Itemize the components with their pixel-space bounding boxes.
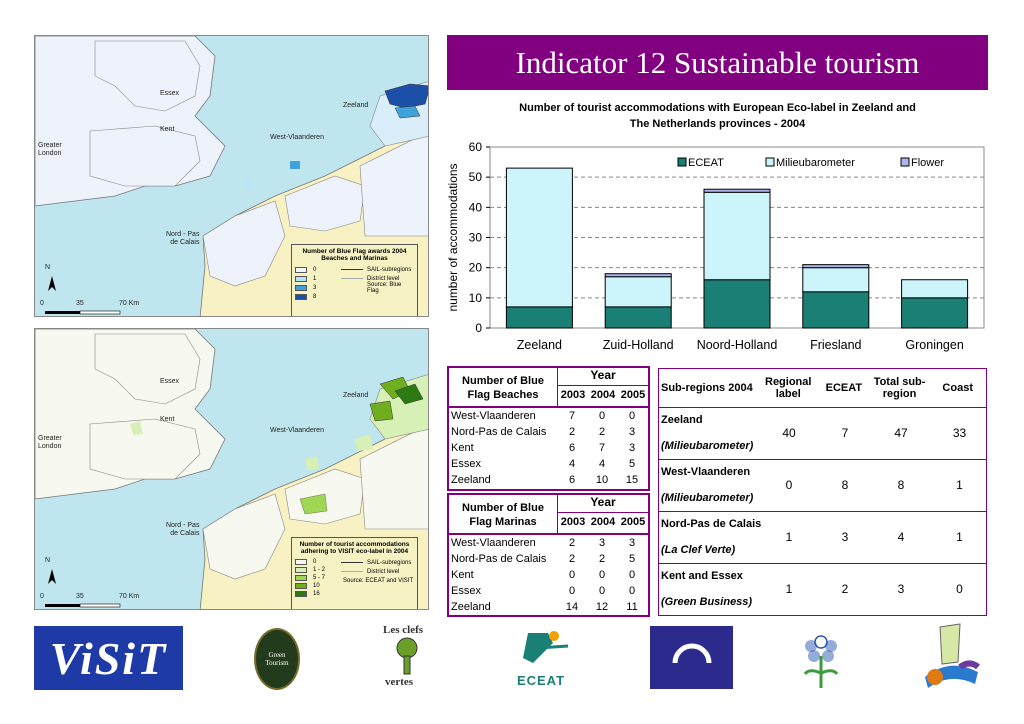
sub-header-regional-label: Regional label <box>765 376 812 400</box>
label-west-vlaanderen: West-Vlaanderen <box>270 427 324 434</box>
label-nord-pas-de-calais: Nord - Pas de Calais <box>166 522 200 537</box>
scale-70: 70 Km <box>119 300 140 307</box>
eu-flower-icon <box>797 628 845 690</box>
scale-0: 0 <box>40 300 44 307</box>
green-tourism-logo: Green Tourism <box>254 628 300 690</box>
row-value: 3 <box>598 537 606 549</box>
west-vlaanderen-region <box>285 176 365 231</box>
bar-milieubarometer-friesland <box>803 268 869 292</box>
bar-milieubarometer-groningen <box>902 280 968 298</box>
table-row <box>659 407 986 459</box>
year-header: 2005 <box>620 389 646 401</box>
marinas-table-header: Number of Blue Flag Marinas <box>449 495 558 533</box>
row-value: 5 <box>628 553 636 565</box>
y-tick-label: 50 <box>468 170 482 185</box>
eceat-symbol-icon <box>508 628 574 668</box>
row-value: 0 <box>628 569 636 581</box>
legend-class: 10 <box>295 582 337 590</box>
table-row <box>449 567 648 583</box>
row-value: 8 <box>841 478 849 492</box>
table-row <box>449 472 648 488</box>
row-value: 2 <box>598 426 606 438</box>
legend-swatch <box>766 158 774 166</box>
row-value: 1 <box>956 478 963 492</box>
year-label: Year <box>558 368 648 386</box>
row-label: West-Vlaanderen <box>451 537 536 549</box>
x-tick-label: Groningen <box>905 338 964 352</box>
blue-flag-logo <box>650 626 733 689</box>
row-label: Zeeland <box>451 474 491 486</box>
blue-flag-legend <box>291 244 418 317</box>
row-value: 4 <box>897 530 905 544</box>
row-value: 2 <box>568 553 576 565</box>
legend-swatch <box>901 158 909 166</box>
table-row <box>659 459 986 511</box>
y-tick-label: 40 <box>468 200 482 215</box>
sub-header-region: Sub-regions 2004 <box>661 382 753 394</box>
visit-logo: ViSiT <box>34 626 183 690</box>
row-value: 0 <box>785 478 793 492</box>
label-zeeland: Zeeland <box>343 392 369 399</box>
scale-35: 35 <box>76 593 84 600</box>
row-value: 7 <box>568 410 576 422</box>
row-value: 6 <box>568 442 576 454</box>
row-value: 3 <box>628 426 636 438</box>
sub-regions-table <box>658 368 987 616</box>
label-essex: Essex <box>160 378 180 385</box>
row-value: 0 <box>598 585 606 597</box>
bar-milieubarometer-zeeland <box>506 168 572 307</box>
row-label: Kent <box>451 442 474 454</box>
x-tick-label: Friesland <box>810 338 862 352</box>
eco-label-bar-chart <box>440 135 1000 365</box>
row-value: 11 <box>626 601 638 613</box>
kent-region <box>90 419 200 479</box>
table-row <box>659 511 986 563</box>
row-value: 4 <box>598 458 606 470</box>
legend-source: Source: Blue Flag <box>367 281 402 294</box>
row-value: 0 <box>628 410 636 422</box>
legend-line: District level <box>337 567 413 576</box>
region-name: Nord-Pas de Calais <box>661 518 762 530</box>
row-value: 14 <box>565 601 579 613</box>
bar-milieubarometer-zuid-holland <box>605 277 671 307</box>
bar-eceat-zuid-holland <box>605 307 671 328</box>
scale-35: 35 <box>76 300 84 307</box>
legend-class: 5 - 7 <box>295 574 337 582</box>
legend-class: 16 <box>295 590 337 598</box>
north-label: N <box>45 264 51 271</box>
legend-source: Source: ECEAT and VISIT <box>343 577 414 584</box>
year-header: 2004 <box>590 389 616 401</box>
row-value: 1 <box>956 530 963 544</box>
milieubarometer-logo <box>920 622 982 690</box>
bar-eceat-noord-holland <box>704 280 770 328</box>
blue-flag-map <box>34 35 429 317</box>
row-value: 33 <box>952 426 967 440</box>
y-tick-label: 0 <box>475 321 482 335</box>
table-row <box>449 583 648 599</box>
label-kent: Kent <box>160 126 175 133</box>
legend-line: District level <box>337 274 414 283</box>
label-kent: Kent <box>160 416 175 423</box>
legend-class: 1 <box>295 274 337 283</box>
legend-title: Number of tourist accommodations adhering to VISIT eco-label in 2004 <box>299 541 410 555</box>
row-value: 12 <box>595 601 609 613</box>
row-value: 0 <box>956 582 963 596</box>
visit-eco-label-map <box>34 328 429 610</box>
row-label: Nord-Pas de Calais <box>451 426 547 438</box>
label-greater-london: Greater London <box>38 435 62 450</box>
sub-header-coast: Coast <box>942 382 973 394</box>
milieubarometer-icon <box>920 622 982 690</box>
row-label: Zeeland <box>451 601 491 613</box>
table-row <box>449 424 648 440</box>
legend-label: Flower <box>911 157 945 169</box>
row-value: 0 <box>568 569 576 581</box>
bar-eceat-friesland <box>803 292 869 328</box>
row-value: 3 <box>628 537 636 549</box>
row-label: Essex <box>451 458 481 470</box>
label-greater-london: Greater London <box>38 142 62 157</box>
row-value: 2 <box>841 582 849 596</box>
row-value: 2 <box>598 553 606 565</box>
table-row <box>449 551 648 567</box>
year-header: 2003 <box>560 516 586 528</box>
year-label: Year <box>558 495 648 513</box>
year-header: 2005 <box>620 516 646 528</box>
zeeland-highlight <box>385 84 429 108</box>
region-name: Zeeland <box>661 414 703 426</box>
row-label: West-Vlaanderen <box>451 410 536 422</box>
region-label: (Milieubarometer) <box>661 492 754 504</box>
legend-class: 1 - 2 <box>295 566 337 574</box>
bar-flower-friesland <box>803 265 869 268</box>
row-value: 0 <box>598 569 606 581</box>
bar-flower-zuid-holland <box>605 274 671 277</box>
region-label: (Green Business) <box>661 596 753 608</box>
bar-flower-noord-holland <box>704 189 770 192</box>
row-value: 7 <box>841 426 849 440</box>
row-value: 3 <box>628 442 636 454</box>
page-title: Indicator 12 Sustainable tourism <box>447 35 988 90</box>
row-value: 5 <box>628 458 636 470</box>
y-tick-label: 10 <box>468 290 482 305</box>
y-axis-label: number of accommodations <box>446 163 460 312</box>
bar-eceat-groningen <box>902 298 968 328</box>
legend-line: SAIL-subregions <box>337 558 413 567</box>
sub-header-total: Total sub- region <box>873 376 926 400</box>
scale-70: 70 Km <box>119 593 140 600</box>
legend-label: Milieubarometer <box>776 157 855 169</box>
visit-legend <box>291 537 418 610</box>
row-label: Kent <box>451 569 474 581</box>
row-value: 8 <box>897 478 905 492</box>
row-value: 40 <box>782 426 796 440</box>
eceat-logo: ECEAT <box>508 628 574 690</box>
blue-flag-wave-icon <box>667 641 717 675</box>
region-label: (Milieubarometer) <box>661 440 754 452</box>
y-tick-label: 30 <box>468 230 482 245</box>
row-value: 2 <box>568 426 576 438</box>
row-value: 0 <box>598 410 606 422</box>
y-tick-label: 60 <box>468 140 482 154</box>
legend-class: 3 <box>295 283 337 292</box>
row-label: Essex <box>451 585 481 597</box>
row-value: 3 <box>841 530 849 544</box>
row-value: 15 <box>625 474 639 486</box>
chart-title: Number of tourist accommodations with European Eco-label in Zeeland and The Netherlands provinces - 2004 <box>519 102 916 130</box>
table-row <box>449 456 648 472</box>
legend-label: ECEAT <box>688 157 724 169</box>
table-row <box>449 408 648 424</box>
legend-line: SAIL-subregions <box>337 265 414 274</box>
beaches-table-header: Number of Blue Flag Beaches <box>449 368 558 406</box>
kent-region <box>90 126 200 186</box>
table-row <box>659 563 986 615</box>
region-label: (La Clef Verte) <box>661 544 736 556</box>
row-value: 6 <box>568 474 576 486</box>
label-essex: Essex <box>160 90 180 97</box>
table-row <box>449 535 648 551</box>
row-value: 2 <box>568 537 576 549</box>
x-tick-label: Noord-Holland <box>696 338 778 352</box>
label-zeeland: Zeeland <box>343 102 369 109</box>
x-tick-label: Zeeland <box>516 338 562 352</box>
clefs-vertes-logo: Les clefs vertes <box>383 624 431 690</box>
blue-flag-beaches-table <box>447 366 650 491</box>
key-icon <box>383 636 431 676</box>
row-value: 10 <box>595 474 609 486</box>
legend-title: Number of Blue Flag awards 2004 Beaches and Marinas <box>302 248 407 262</box>
bar-milieubarometer-noord-holland <box>704 192 770 279</box>
table-row <box>449 599 648 615</box>
row-value: 3 <box>897 582 905 596</box>
row-value: 4 <box>568 458 576 470</box>
x-tick-label: Zuid-Holland <box>602 338 674 352</box>
table-row <box>449 440 648 456</box>
row-label: Nord-Pas de Calais <box>451 553 547 565</box>
year-header: 2004 <box>590 516 616 528</box>
row-value: 7 <box>598 442 606 454</box>
y-tick-label: 20 <box>468 260 482 275</box>
row-value: 47 <box>894 426 908 440</box>
north-arrow-icon <box>48 569 56 584</box>
region-name: West-Vlaanderen <box>661 466 751 478</box>
label-nord-pas-de-calais: Nord - Pas de Calais <box>166 231 200 246</box>
region-name: Kent and Essex <box>661 570 743 582</box>
sub-header-eceat: ECEAT <box>825 382 863 394</box>
blue-flag-marinas-table <box>447 493 650 617</box>
legend-class: 0 <box>295 558 337 566</box>
row-value: 0 <box>568 585 576 597</box>
scale-0: 0 <box>40 593 44 600</box>
north-arrow-icon <box>48 276 56 291</box>
legend-class: 8 <box>295 292 337 301</box>
north-label: N <box>45 557 51 564</box>
year-header: 2003 <box>560 389 586 401</box>
bar-eceat-zeeland <box>506 307 572 328</box>
label-west-vlaanderen: West-Vlaanderen <box>270 134 324 141</box>
legend-swatch <box>678 158 686 166</box>
row-value: 0 <box>628 585 636 597</box>
legend-class: 0 <box>295 265 337 274</box>
row-value: 1 <box>785 582 793 596</box>
eu-flower-logo <box>797 628 845 690</box>
row-value: 1 <box>785 530 793 544</box>
